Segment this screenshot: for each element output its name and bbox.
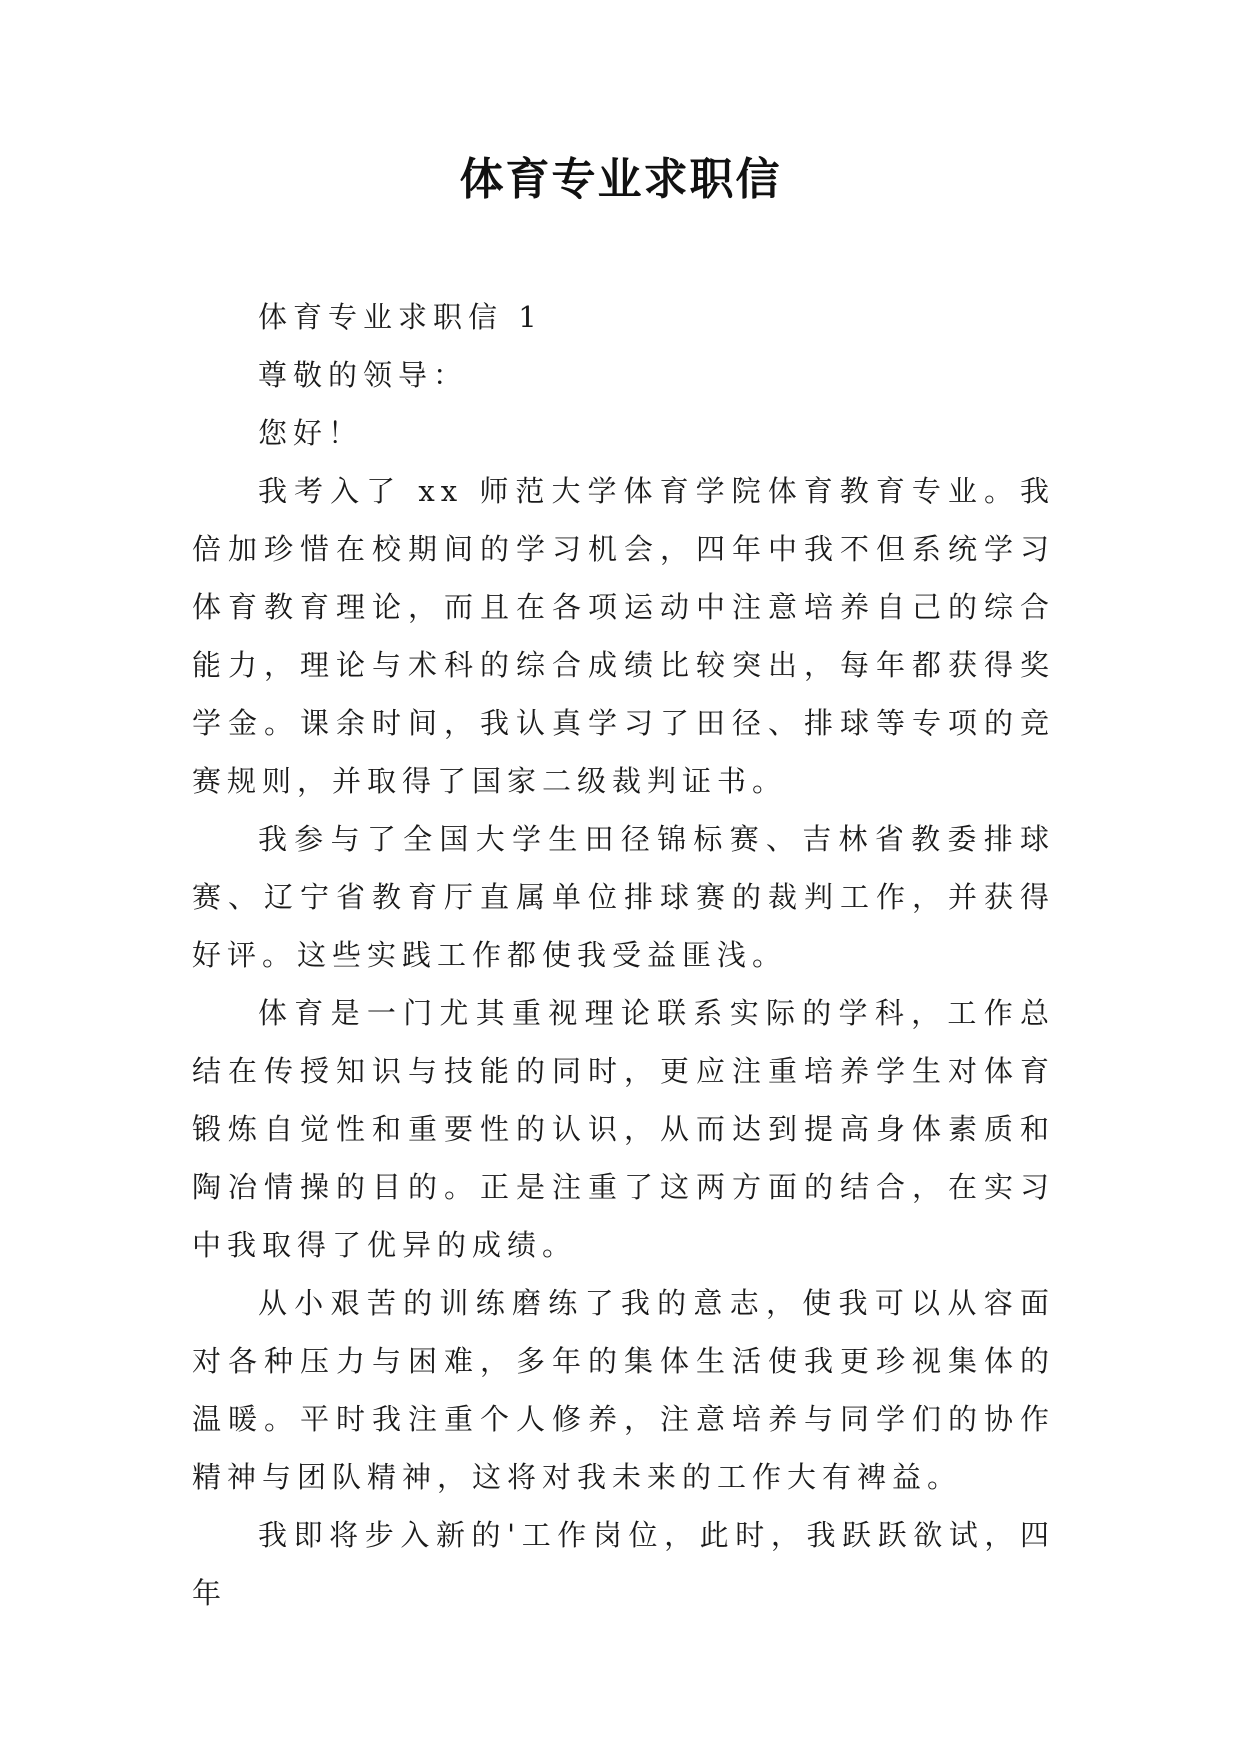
paragraph-referee-work: 我参与了全国大学生田径锦标赛、吉林省教委排球赛、辽宁省教育厅直属单位排球赛的裁判工作，并获得好评。这些实践工作都使我受益匪浅。 <box>192 822 1055 972</box>
paragraph-education: 我考入了 xx 师范大学体育学院体育教育专业。我倍加珍惜在校期间的学习机会，四年中我不但系统学习体育教育理论，而且在各项运动中注意培养自己的综合能力，理论与术科的综合成绩比较突出，每年都获得奖学金。课余时间，我认真学习了田径、排球等专项的竞赛规则，并取得了国家二级裁判证书。 <box>192 474 1055 798</box>
salutation: 尊敬的领导： <box>258 358 469 392</box>
letter-heading: 体育专业求职信 1 <box>258 300 543 334</box>
paragraph-new-position: 我即将步入新的'工作岗位，此时，我跃跃欲试，四年 <box>192 1518 1055 1610</box>
document-title: 体育专业求职信 <box>459 154 782 205</box>
greeting: 您好！ <box>258 416 364 450</box>
paragraph-teaching-philosophy: 体育是一门尤其重视理论联系实际的学科，工作总结在传授知识与技能的同时，更应注重培养学生对体育锻炼自觉性和重要性的认识，从而达到提高身体素质和陶冶情操的目的。正是注重了这两方面的结合，在实习中我取得了优异的成绩。 <box>192 996 1055 1262</box>
document-body <box>192 288 1055 1622</box>
paragraph-character: 从小艰苦的训练磨练了我的意志，使我可以从容面对各种压力与困难，多年的集体生活使我更珍视集体的温暖。平时我注重个人修养，注意培养与同学们的协作精神与团队精神，这将对我未来的工作大有裨益。 <box>192 1286 1055 1494</box>
